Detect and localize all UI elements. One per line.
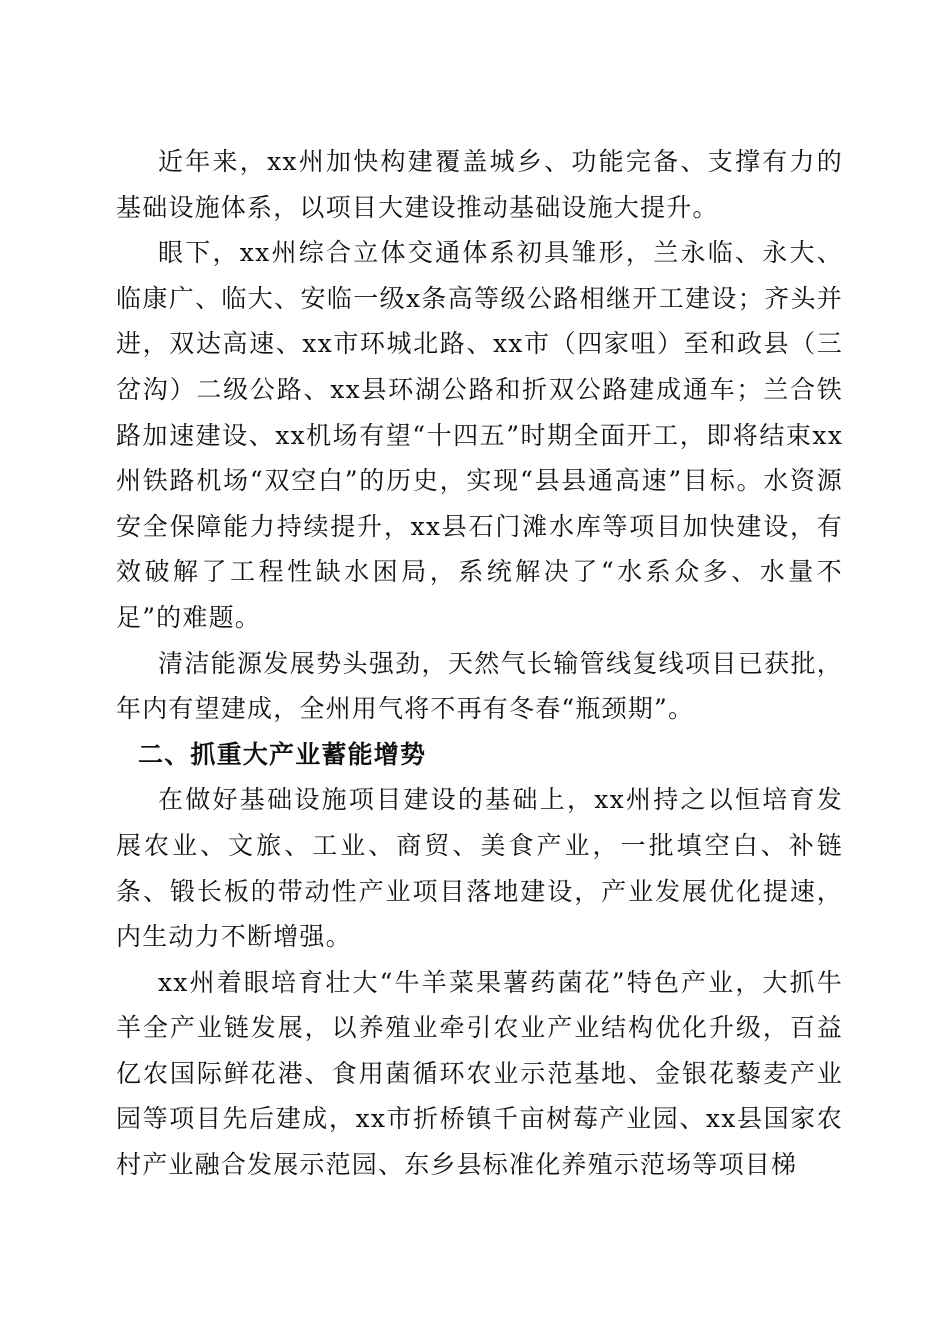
section-heading: 二、抓重大产业蓄能增势 (138, 739, 427, 769)
document-body (116, 139, 843, 1188)
paragraph-infrastructure-intro: 近年来，xx州加快构建覆盖城乡、功能完备、支撑有力的基础设施体系，以项目大建设推动基础设施大提升。 (116, 147, 843, 222)
paragraph-clean-energy: 清洁能源发展势头强劲，天然气长输管线复线项目已获批，年内有望建成，全州用气将不再有冬春“瓶颈期”。 (116, 648, 843, 724)
paragraph-industry-overview: 在做好基础设施项目建设的基础上，xx州持之以恒培育发展农业、文旅、工业、商贸、美食产业，一批填空白、补链条、锻长板的带动性产业项目落地建设，产业发展优化提速，内生动力不断增强。 (116, 785, 843, 952)
paragraph-specialty-industry: xx州着眼培育壮大“牛羊菜果薯药菌花”特色产业，大抓牛羊全产业链发展，以养殖业牵引农业产业结构优化升级，百益亿农国际鲜花港、食用菌循环农业示范基地、金银花藜麦产业园等项目先后建成，xx市折桥镇千亩树莓产业园、xx县国家农村产业融合发展示范园、东乡县标准化养殖示范场等项目梯 (116, 967, 843, 1180)
paragraph-transport-water: 眼下，xx州综合立体交通体系初具雏形，兰永临、永大、临康广、临大、安临一级x条高等级公路相继开工建设；齐头并进，双达高速、xx市环城北路、xx市（四家咀）至和政县（三岔沟）二级公路、xx县环湖公路和折双公路建成通车；兰合铁路加速建设、xx机场有望“十四五”时期全面开工，即将结束xx州铁路机场“双空白”的历史，实现“县县通高速”目标。水资源安全保障能力持续提升，xx县石门滩水库等项目加快建设，有效破解了工程性缺水困局，系统解决了“水系众多、水量不足”的难题。 (116, 238, 843, 632)
